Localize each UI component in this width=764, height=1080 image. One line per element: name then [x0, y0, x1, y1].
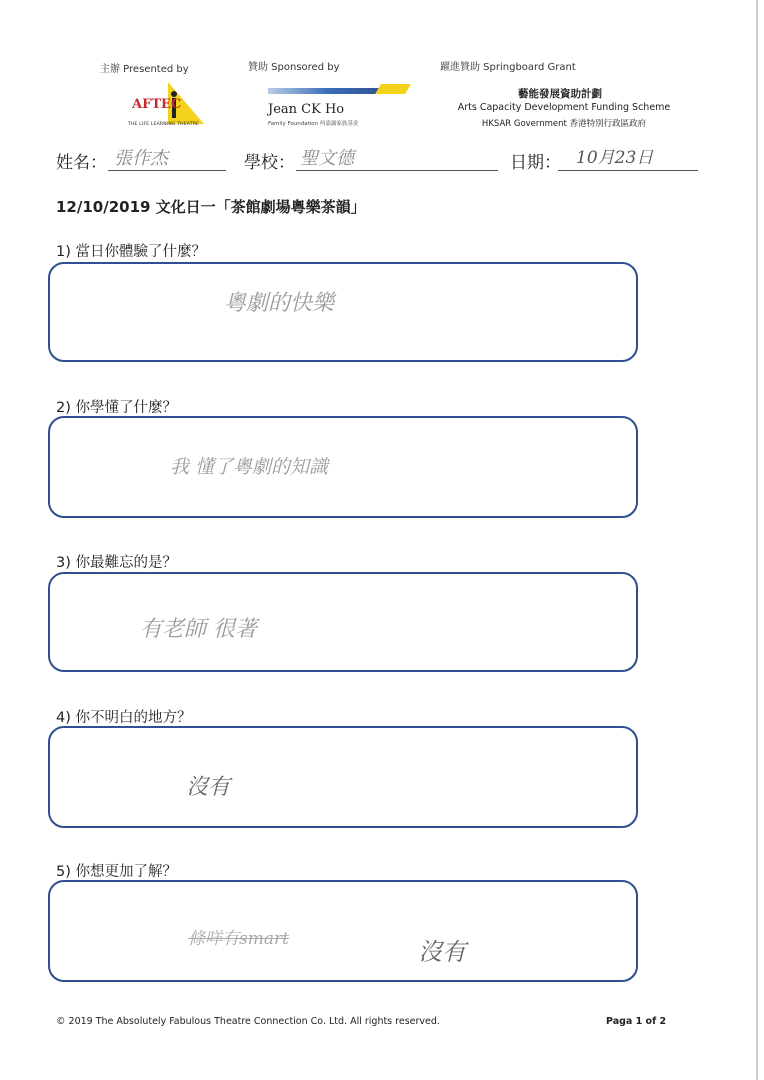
sponsored-by-label: 贊助 Sponsored by	[248, 62, 340, 73]
answer-3-text: 有老師 很著	[140, 617, 257, 642]
school-underline	[296, 170, 498, 171]
aftec-logo-text: AFTEC	[132, 97, 182, 112]
answer-2-text: 我 懂了粵劇的知識	[170, 456, 329, 478]
funding-scheme-en: Arts Capacity Development Funding Scheme	[457, 102, 671, 113]
aftec-tagline: THE LIFE LEARNING THEATRE	[128, 122, 200, 127]
aftec-logo	[128, 80, 208, 130]
answer-box-2[interactable]	[48, 416, 638, 518]
date-value[interactable]: 10月23日	[576, 148, 654, 168]
jean-ck-ho-foundation: Family Foundation 何嘉露家族基金	[268, 121, 359, 127]
date-underline	[558, 170, 698, 171]
answer-1-text: 粵劇的快樂	[224, 291, 335, 316]
answer-4-text: 沒有	[186, 775, 231, 800]
jean-ck-ho-logo-text: Jean CK Ho	[268, 102, 345, 117]
name-underline	[108, 170, 226, 171]
page-number: Paga 1 of 2	[606, 1016, 667, 1027]
name-label: 姓名：	[56, 153, 107, 173]
question-4-label: 4) 你不明白的地方？	[56, 710, 192, 726]
answer-5-text: 沒有	[418, 938, 466, 966]
page-edge	[756, 0, 758, 1080]
answer-5-struck-text: 條咩有smart	[188, 929, 289, 949]
name-value[interactable]: 張作杰	[114, 148, 168, 169]
question-5-label: 5) 你想更加了解？	[56, 864, 177, 880]
copyright-footer: © 2019 The Absolutely Fabulous Theatre Connection Co. Ltd. All rights reserved.	[56, 1016, 440, 1027]
question-1-label: 1) 當日你體驗了什麼？	[56, 244, 206, 260]
question-3-label: 3) 你最難忘的是？	[56, 555, 177, 571]
answer-box-5[interactable]	[48, 880, 638, 982]
hksar-government: HKSAR Government 香港特別行政區政府	[481, 119, 647, 129]
school-value[interactable]: 聖文德	[300, 148, 354, 169]
question-2-label: 2) 你學懂了什麼？	[56, 400, 177, 416]
answer-box-3[interactable]	[48, 572, 638, 672]
date-label: 日期：	[510, 153, 561, 173]
presented-by-label: 主辦 Presented by	[100, 64, 189, 75]
jean-ck-ho-stripe	[268, 88, 388, 94]
school-label: 學校：	[244, 153, 295, 173]
jean-ck-ho-stripe-yellow	[375, 84, 411, 94]
funding-scheme-zh: 藝能發展資助計劃	[518, 88, 602, 100]
answer-box-4[interactable]	[48, 726, 638, 828]
page-title: 12/10/2019 文化日一「茶館劇場粵樂茶韻」	[56, 198, 366, 216]
answer-box-1[interactable]	[48, 262, 638, 362]
springboard-label: 躍進贊助 Springboard Grant	[440, 62, 576, 73]
